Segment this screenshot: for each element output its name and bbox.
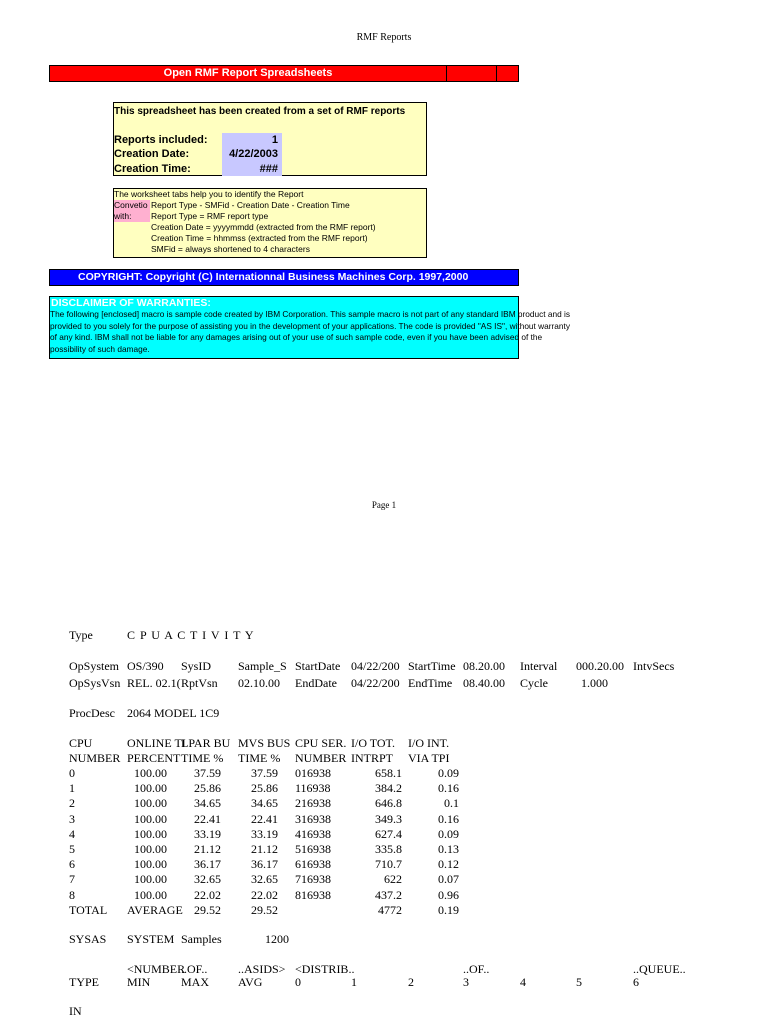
distribution-header-cell: MAX	[181, 975, 210, 989]
cpu-table-cell: 25.86	[194, 781, 221, 796]
cpu-table-header: PERCENT	[127, 751, 181, 765]
cpu-table-cell: 33.19	[251, 826, 278, 841]
cpu-table-cell: 100.00	[134, 842, 167, 856]
meta-cell: IntvSecs	[633, 659, 675, 673]
cpu-table-cell: 2	[69, 796, 75, 811]
sysas-cell: 1200	[265, 932, 289, 946]
sysas-cell: SYSAS	[69, 932, 107, 946]
distribution-header-cell: ..OF..	[181, 962, 208, 976]
distribution-header-cell: 2	[408, 975, 414, 989]
conventions-line: Report Type = RMF report type	[151, 211, 269, 221]
cpu-table-cell: 384.2	[375, 781, 402, 796]
distribution-header-cell: 6	[633, 975, 639, 989]
sysas-cell: Samples	[181, 932, 222, 946]
cpu-table-cell: 416938	[295, 826, 331, 841]
cpu-table-cell: 100.00	[134, 872, 167, 887]
conventions-line: Creation Date = yyyymmdd (extracted from the RMF report)	[151, 222, 376, 232]
cpu-table-header: INTRPT	[351, 751, 393, 765]
creation-time-value: ###	[259, 163, 278, 175]
conventions-line: Report Type - SMFid - Creation Date - Creation Time	[151, 200, 350, 210]
distribution-header-cell: 1	[351, 975, 357, 989]
distribution-header-cell: ..ASIDS>	[238, 962, 286, 976]
cpu-table-cell: 34.65	[194, 796, 221, 811]
meta-cell: 04/22/200	[351, 676, 400, 690]
cpu-table-cell: 710.7	[375, 857, 402, 872]
cpu-table-cell: 100.00	[134, 781, 167, 796]
cpu-table-cell: 32.65	[194, 872, 221, 887]
distribution-header-cell: 0	[295, 975, 301, 989]
cpu-table-cell: 5	[69, 842, 75, 856]
cpu-table-header: MVS BUS	[238, 736, 291, 750]
disclaimer-line: provided to you solely for the purpose of assisting you in the development of your applications. The code is provided "AS IS", without warranty	[50, 320, 570, 331]
meta-cell: 02.10.00	[238, 676, 280, 690]
cpu-table-cell: 1	[69, 781, 75, 796]
in-label: IN	[69, 1004, 82, 1018]
cpu-table-header: TIME %	[238, 751, 281, 765]
cpu-table-cell: 616938	[295, 857, 331, 872]
meta-cell: 08.40.00	[463, 676, 505, 690]
cpu-table-header: TIME %	[181, 751, 224, 765]
cpu-table-cell: 516938	[295, 842, 331, 856]
cpu-table-cell: 0.19	[438, 902, 459, 917]
cpu-table-cell: 316938	[295, 811, 331, 826]
cpu-table-cell: 29.52	[251, 902, 278, 917]
meta-cell: OS/390	[127, 659, 164, 673]
cpu-table-cell: 0.16	[438, 781, 459, 796]
cpu-table-cell: 21.12	[251, 842, 278, 856]
cpu-table-cell: 7	[69, 872, 75, 887]
conventions-line: SMFid = always shortened to 4 characters	[151, 244, 310, 254]
cpu-table-cell: 0.07	[438, 872, 459, 887]
cpu-table-header: I/O INT.	[408, 736, 450, 750]
cpu-table-cell: 716938	[295, 872, 331, 887]
distribution-header-cell: AVG	[238, 975, 263, 989]
cpu-table-cell: 4	[69, 826, 75, 841]
disclaimer-title: DISCLAIMER OF WARRANTIES:	[51, 297, 211, 309]
cpu-table-cell: 8	[69, 887, 75, 902]
cpu-table-cell: 627.4	[375, 826, 402, 841]
cpu-table-cell: 0.12	[438, 857, 459, 872]
cpu-table-cell: 658.1	[375, 766, 402, 780]
banner-title: Open RMF Report Spreadsheets	[163, 67, 333, 79]
cpu-table-cell: 100.00	[134, 857, 167, 872]
meta-cell: StartDate	[295, 659, 341, 673]
cpu-table-cell: 22.02	[251, 887, 278, 902]
cpu-table-header: NUMBER	[69, 751, 121, 765]
meta-cell: StartTime	[408, 659, 456, 673]
cpu-table-cell: 22.41	[251, 811, 278, 826]
meta-cell: 08.20.00	[463, 659, 505, 673]
cpu-table-cell: 216938	[295, 796, 331, 811]
cpu-table-cell: 0.96	[438, 887, 459, 902]
distribution-header-cell: MIN	[127, 975, 151, 989]
cpu-table-cell: 37.59	[194, 766, 221, 780]
distribution-header-cell: 4	[520, 975, 526, 989]
procdesc-value: 2064 MODEL 1C9	[127, 706, 220, 720]
reports-included-label: Reports included:	[114, 134, 208, 146]
conventions-label: Convetio	[114, 200, 148, 210]
creation-time-label: Creation Time:	[114, 163, 191, 175]
cpu-table-cell: 22.41	[194, 811, 221, 826]
conventions-line: Creation Time = hhmmss (extracted from the RMF report)	[151, 233, 368, 243]
cpu-table-cell: 349.3	[375, 811, 402, 826]
meta-cell: OpSystem	[69, 659, 120, 673]
cpu-table-cell: 22.02	[194, 887, 221, 902]
cpu-table-cell: 4772	[378, 902, 402, 917]
cpu-table-cell: 646.8	[375, 796, 402, 811]
cpu-table-header: LPAR BU	[181, 736, 231, 750]
meta-cell: EndTime	[408, 676, 453, 690]
copyright-text: COPYRIGHT: Copyright (C) Internationnal Business Machines Corp. 1997,2000	[78, 271, 469, 283]
cpu-table-cell: 0.13	[438, 842, 459, 856]
creation-date-label: Creation Date:	[114, 148, 190, 160]
distribution-header-cell: 5	[576, 975, 582, 989]
cpu-table-cell: AVERAGE	[127, 902, 183, 917]
cpu-table-cell: 100.00	[134, 796, 167, 811]
report-type-value: C P U A C T I V I T Y	[127, 628, 255, 642]
cpu-table-cell: 33.19	[194, 826, 221, 841]
cpu-table-header: CPU	[69, 736, 93, 750]
cpu-table-cell: 016938	[295, 766, 331, 780]
procdesc-label: ProcDesc	[69, 706, 115, 720]
meta-cell: RptVsn	[181, 676, 218, 690]
cpu-table-cell: TOTAL	[69, 902, 108, 917]
cpu-table-cell: 25.86	[251, 781, 278, 796]
cpu-table-cell: 100.00	[134, 887, 167, 902]
meta-cell: 000.20.00	[576, 659, 624, 673]
cpu-table-cell: 0	[69, 766, 75, 780]
page-number: Page 1	[371, 500, 397, 510]
type-label: Type	[69, 628, 93, 642]
distribution-header-cell: 3	[463, 975, 469, 989]
meta-cell: REL. 02.1(	[127, 676, 181, 690]
disclaimer-line: of any kind. IBM shall not be liable for any damages arising out of your use of such sample code, even if you have been advised of the	[50, 332, 543, 342]
cpu-table-header: ONLINE TI	[127, 736, 186, 750]
cpu-table-header: NUMBER	[295, 751, 347, 765]
meta-cell: SysID	[181, 659, 212, 673]
cpu-table-header: I/O TOT.	[351, 736, 395, 750]
cpu-table-cell: 29.52	[194, 902, 221, 917]
cpu-table-cell: 816938	[295, 887, 331, 902]
meta-cell: Cycle	[520, 676, 548, 690]
cpu-table-cell: 0.09	[438, 766, 459, 780]
distribution-header-cell: <DISTRIB..	[295, 962, 355, 976]
cpu-table-cell: 0.09	[438, 826, 459, 841]
creation-date-value: 4/22/2003	[229, 148, 278, 160]
cpu-table-cell: 622	[384, 872, 402, 887]
cpu-table-cell: 0.1	[444, 796, 459, 811]
cpu-table-cell: 6	[69, 857, 75, 872]
page-header-title: RMF Reports	[356, 32, 412, 43]
distribution-header-cell: ..QUEUE..	[633, 962, 686, 976]
cpu-table-header: VIA TPI	[408, 751, 450, 765]
cpu-table-cell: 3	[69, 811, 75, 826]
cpu-table-cell: 32.65	[251, 872, 278, 887]
meta-cell: Sample_S	[238, 659, 287, 673]
meta-cell: OpSysVsn	[69, 676, 121, 690]
cpu-table-cell: 36.17	[194, 857, 221, 872]
distribution-header-cell: TYPE	[69, 975, 99, 989]
reports-included-value: 1	[271, 134, 278, 146]
info-intro-text: This spreadsheet has been created from a set of RMF reports	[114, 106, 406, 117]
cpu-table-cell: 100.00	[134, 766, 167, 780]
cpu-table-cell: 335.8	[375, 842, 402, 856]
cpu-table-cell: 36.17	[251, 857, 278, 872]
cpu-table-cell: 437.2	[375, 887, 402, 902]
cpu-table-cell: 21.12	[194, 842, 221, 856]
cpu-table-cell: 116938	[295, 781, 331, 796]
distribution-header-cell: ..OF..	[463, 962, 490, 976]
cpu-table-cell: 100.00	[134, 811, 167, 826]
sysas-cell: SYSTEM	[127, 932, 175, 946]
conventions-line: The worksheet tabs help you to identify the Report	[114, 189, 304, 199]
distribution-header-cell: <NUMBER	[127, 962, 186, 976]
meta-cell: 1.000	[581, 676, 608, 690]
cpu-table-header: CPU SER.	[295, 736, 347, 750]
meta-cell: 04/22/200	[351, 659, 400, 673]
cpu-table-cell: 0.16	[438, 811, 459, 826]
cpu-table-cell: 37.59	[251, 766, 278, 780]
cpu-table-cell: 34.65	[251, 796, 278, 811]
meta-cell: EndDate	[295, 676, 337, 690]
conventions-label: with:	[114, 211, 132, 221]
disclaimer-line: possibility of such damage.	[50, 343, 150, 354]
meta-cell: Interval	[520, 659, 558, 673]
cpu-table-cell: 100.00	[134, 826, 167, 841]
disclaimer-line: The following [enclosed] macro is sample code created by IBM Corporation. This sample macro is not part of any standard IBM product and is	[50, 309, 571, 319]
